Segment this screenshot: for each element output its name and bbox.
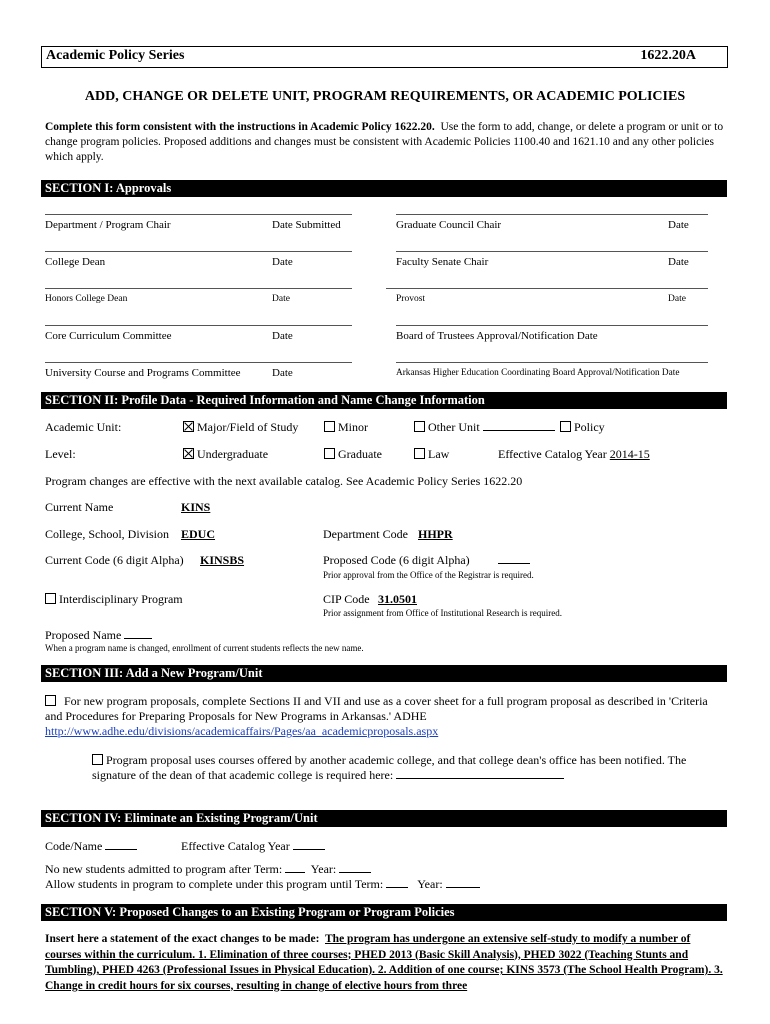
term-field[interactable]	[386, 887, 408, 888]
effective-note: Program changes are effective with the next available catalog. See Academic Policy Series 1622.20	[45, 474, 523, 488]
signature-line[interactable]	[45, 362, 352, 363]
checkbox-checked-icon[interactable]	[183, 421, 194, 432]
checkbox-icon[interactable]	[414, 448, 425, 459]
sig-date: Date	[668, 256, 689, 268]
section-4-header: SECTION IV: Eliminate an Existing Program/Unit	[41, 810, 727, 827]
series-header	[41, 46, 728, 68]
sig-label: University Course and Programs Committee	[45, 367, 241, 379]
sig-date: Date Submitted	[272, 219, 341, 231]
sig-label: Honors College Dean	[45, 294, 128, 304]
no-new-students-line: No new students admitted to program after Term: Year:	[45, 862, 371, 877]
major-option[interactable]: Major/Field of Study	[183, 420, 298, 435]
code-name-field[interactable]	[105, 849, 137, 850]
signature-line[interactable]	[45, 214, 352, 215]
signature-line[interactable]	[396, 214, 708, 215]
other-college-paragraph: Program proposal uses courses offered by another academic college, and that college dean's office has been notified. The signature of the dean of that academic college is required here:	[92, 753, 687, 782]
sig-date: Date	[668, 294, 686, 304]
intro-bold: Complete this form consistent with the instructions in Academic Policy 1622.20.	[45, 121, 435, 133]
year-field[interactable]	[446, 887, 480, 888]
current-code-value[interactable]: KINSBS	[200, 553, 245, 567]
code-name: Code/Name	[45, 839, 137, 854]
signature-line[interactable]	[45, 288, 352, 289]
registrar-note: Prior approval from the Office of the Registrar is required.	[323, 570, 534, 580]
proposed-name: Proposed Name	[45, 628, 152, 643]
signature-line[interactable]	[396, 325, 708, 326]
cip-code-label: CIP Code	[323, 592, 370, 606]
section-1-header: SECTION I: Approvals	[41, 180, 727, 197]
college-value[interactable]: EDUC	[181, 527, 216, 541]
minor-option[interactable]: Minor	[324, 420, 368, 435]
cip-code-value[interactable]: 31.0501	[378, 592, 417, 606]
undergraduate-option[interactable]: Undergraduate	[183, 447, 268, 462]
sig-label: College Dean	[45, 256, 106, 268]
current-code-label: Current Code (6 digit Alpha)	[45, 553, 184, 567]
sig-label: Board of Trustees Approval/Notification Date	[396, 330, 598, 342]
dept-code-label: Department Code	[323, 527, 408, 541]
sig-date: Date	[272, 367, 293, 379]
sig-label: Faculty Senate Chair	[396, 256, 489, 268]
proposed-code-label: Proposed Code (6 digit Alpha)	[323, 553, 470, 567]
law-option[interactable]: Law	[414, 447, 449, 462]
year-field[interactable]	[339, 872, 371, 873]
proposed-code-field[interactable]	[498, 553, 530, 568]
proposed-name-field[interactable]	[124, 638, 152, 639]
changes-text[interactable]: The program has undergone an extensive self-study to modify a number of courses within the curriculum. 1. Elimination of three courses; PHED 2013 (Basic Skill Analysis), PHED 3022 (Teaching Stunts and Tumbling), PHED 4263 (Professional Issues in Physical Education). 2. Addition of one course; KINS 3573 (The School Health Program). 3. Change in credit hours for six courses, resulting in change of elective hours from three	[45, 933, 723, 992]
signature-line[interactable]	[396, 251, 708, 252]
checkbox-icon[interactable]	[45, 593, 56, 604]
checkbox-icon[interactable]	[324, 421, 335, 432]
proposed-name-note: When a program name is changed, enrollment of current students reflects the new name.	[45, 643, 364, 653]
academic-unit-label: Academic Unit:	[45, 420, 122, 434]
policy-option[interactable]: Policy	[560, 420, 605, 435]
term-field[interactable]	[285, 872, 305, 873]
signature-line[interactable]	[45, 325, 352, 326]
dept-code-value[interactable]: HHPR	[418, 527, 453, 541]
section-2-header: SECTION II: Profile Data - Required Information and Name Change Information	[41, 392, 727, 409]
new-program-paragraph: For new program proposals, complete Sections II and VII and use as a cover sheet for a full program proposal as described in 'Criteria and Procedures for Preparing Proposals for New Programs in Arkansas.' ADHE http://www.adhe.edu/divisions/academicaffairs/Pages/aa_academicproposals.aspx	[45, 694, 708, 738]
checkbox-icon[interactable]	[45, 695, 56, 706]
intro-rest: Use the form to add, change, or delete a program or unit or to change program policies. Proposed additions and changes must be consistent with Academic Policies 1100.40 and 1621.10 and any other policies which apply.	[45, 121, 724, 163]
series-name: Academic Policy Series	[46, 48, 185, 63]
level-label: Level:	[45, 447, 76, 461]
series-number: 1622.20A	[640, 48, 696, 63]
checkbox-checked-icon[interactable]	[183, 448, 194, 459]
cip-note: Prior assignment from Office of Institutional Research is required.	[323, 608, 563, 618]
sig-label: Arkansas Higher Education Coordinating Board Approval/Notification Date	[396, 368, 680, 378]
current-name-value[interactable]: KINS	[181, 500, 211, 514]
graduate-option[interactable]: Graduate	[324, 447, 382, 462]
sig-date: Date	[272, 330, 293, 342]
current-name-label: Current Name	[45, 500, 114, 514]
checkbox-icon[interactable]	[92, 754, 103, 765]
other-unit-field[interactable]	[483, 430, 555, 431]
sig-label: Graduate Council Chair	[396, 219, 502, 231]
catalog-year-value[interactable]: 2014-15	[609, 447, 650, 461]
checkbox-icon[interactable]	[414, 421, 425, 432]
signature-line[interactable]	[386, 288, 708, 289]
dean-signature-field[interactable]	[396, 778, 564, 779]
sig-label: Core Curriculum Committee	[45, 330, 172, 342]
form-title: ADD, CHANGE OR DELETE UNIT, PROGRAM REQUIREMENTS, OR ACADEMIC POLICIES	[84, 89, 686, 104]
section-5-header: SECTION V: Proposed Changes to an Existing Program or Program Policies	[41, 904, 727, 921]
checkbox-icon[interactable]	[324, 448, 335, 459]
allow-students-line: Allow students in program to complete under this program until Term: Year:	[45, 877, 480, 892]
checkbox-icon[interactable]	[560, 421, 571, 432]
sig-label: Department / Program Chair	[45, 219, 171, 231]
section-3-header: SECTION III: Add a New Program/Unit	[41, 665, 727, 682]
sig-date: Date	[668, 219, 689, 231]
college-label: College, School, Division	[45, 527, 169, 541]
elim-catalog-field[interactable]	[293, 849, 325, 850]
signature-line[interactable]	[396, 362, 708, 363]
changes-statement	[45, 932, 727, 994]
adhe-link[interactable]: http://www.adhe.edu/divisions/academicaffairs/Pages/aa_academicproposals.aspx	[45, 724, 439, 738]
changes-lead: Insert here a statement of the exact changes to be made:	[45, 933, 320, 945]
interdisciplinary-option[interactable]: Interdisciplinary Program	[45, 592, 183, 607]
signature-line[interactable]	[45, 251, 352, 252]
sig-date: Date	[272, 256, 293, 268]
effective-catalog-year: Effective Catalog Year 2014-15	[498, 447, 650, 461]
elim-catalog-year: Effective Catalog Year	[181, 839, 325, 854]
sig-label: Provost	[396, 294, 426, 304]
other-unit-option[interactable]: Other Unit	[414, 420, 555, 435]
intro-paragraph	[45, 120, 725, 165]
sig-date: Date	[272, 294, 290, 304]
